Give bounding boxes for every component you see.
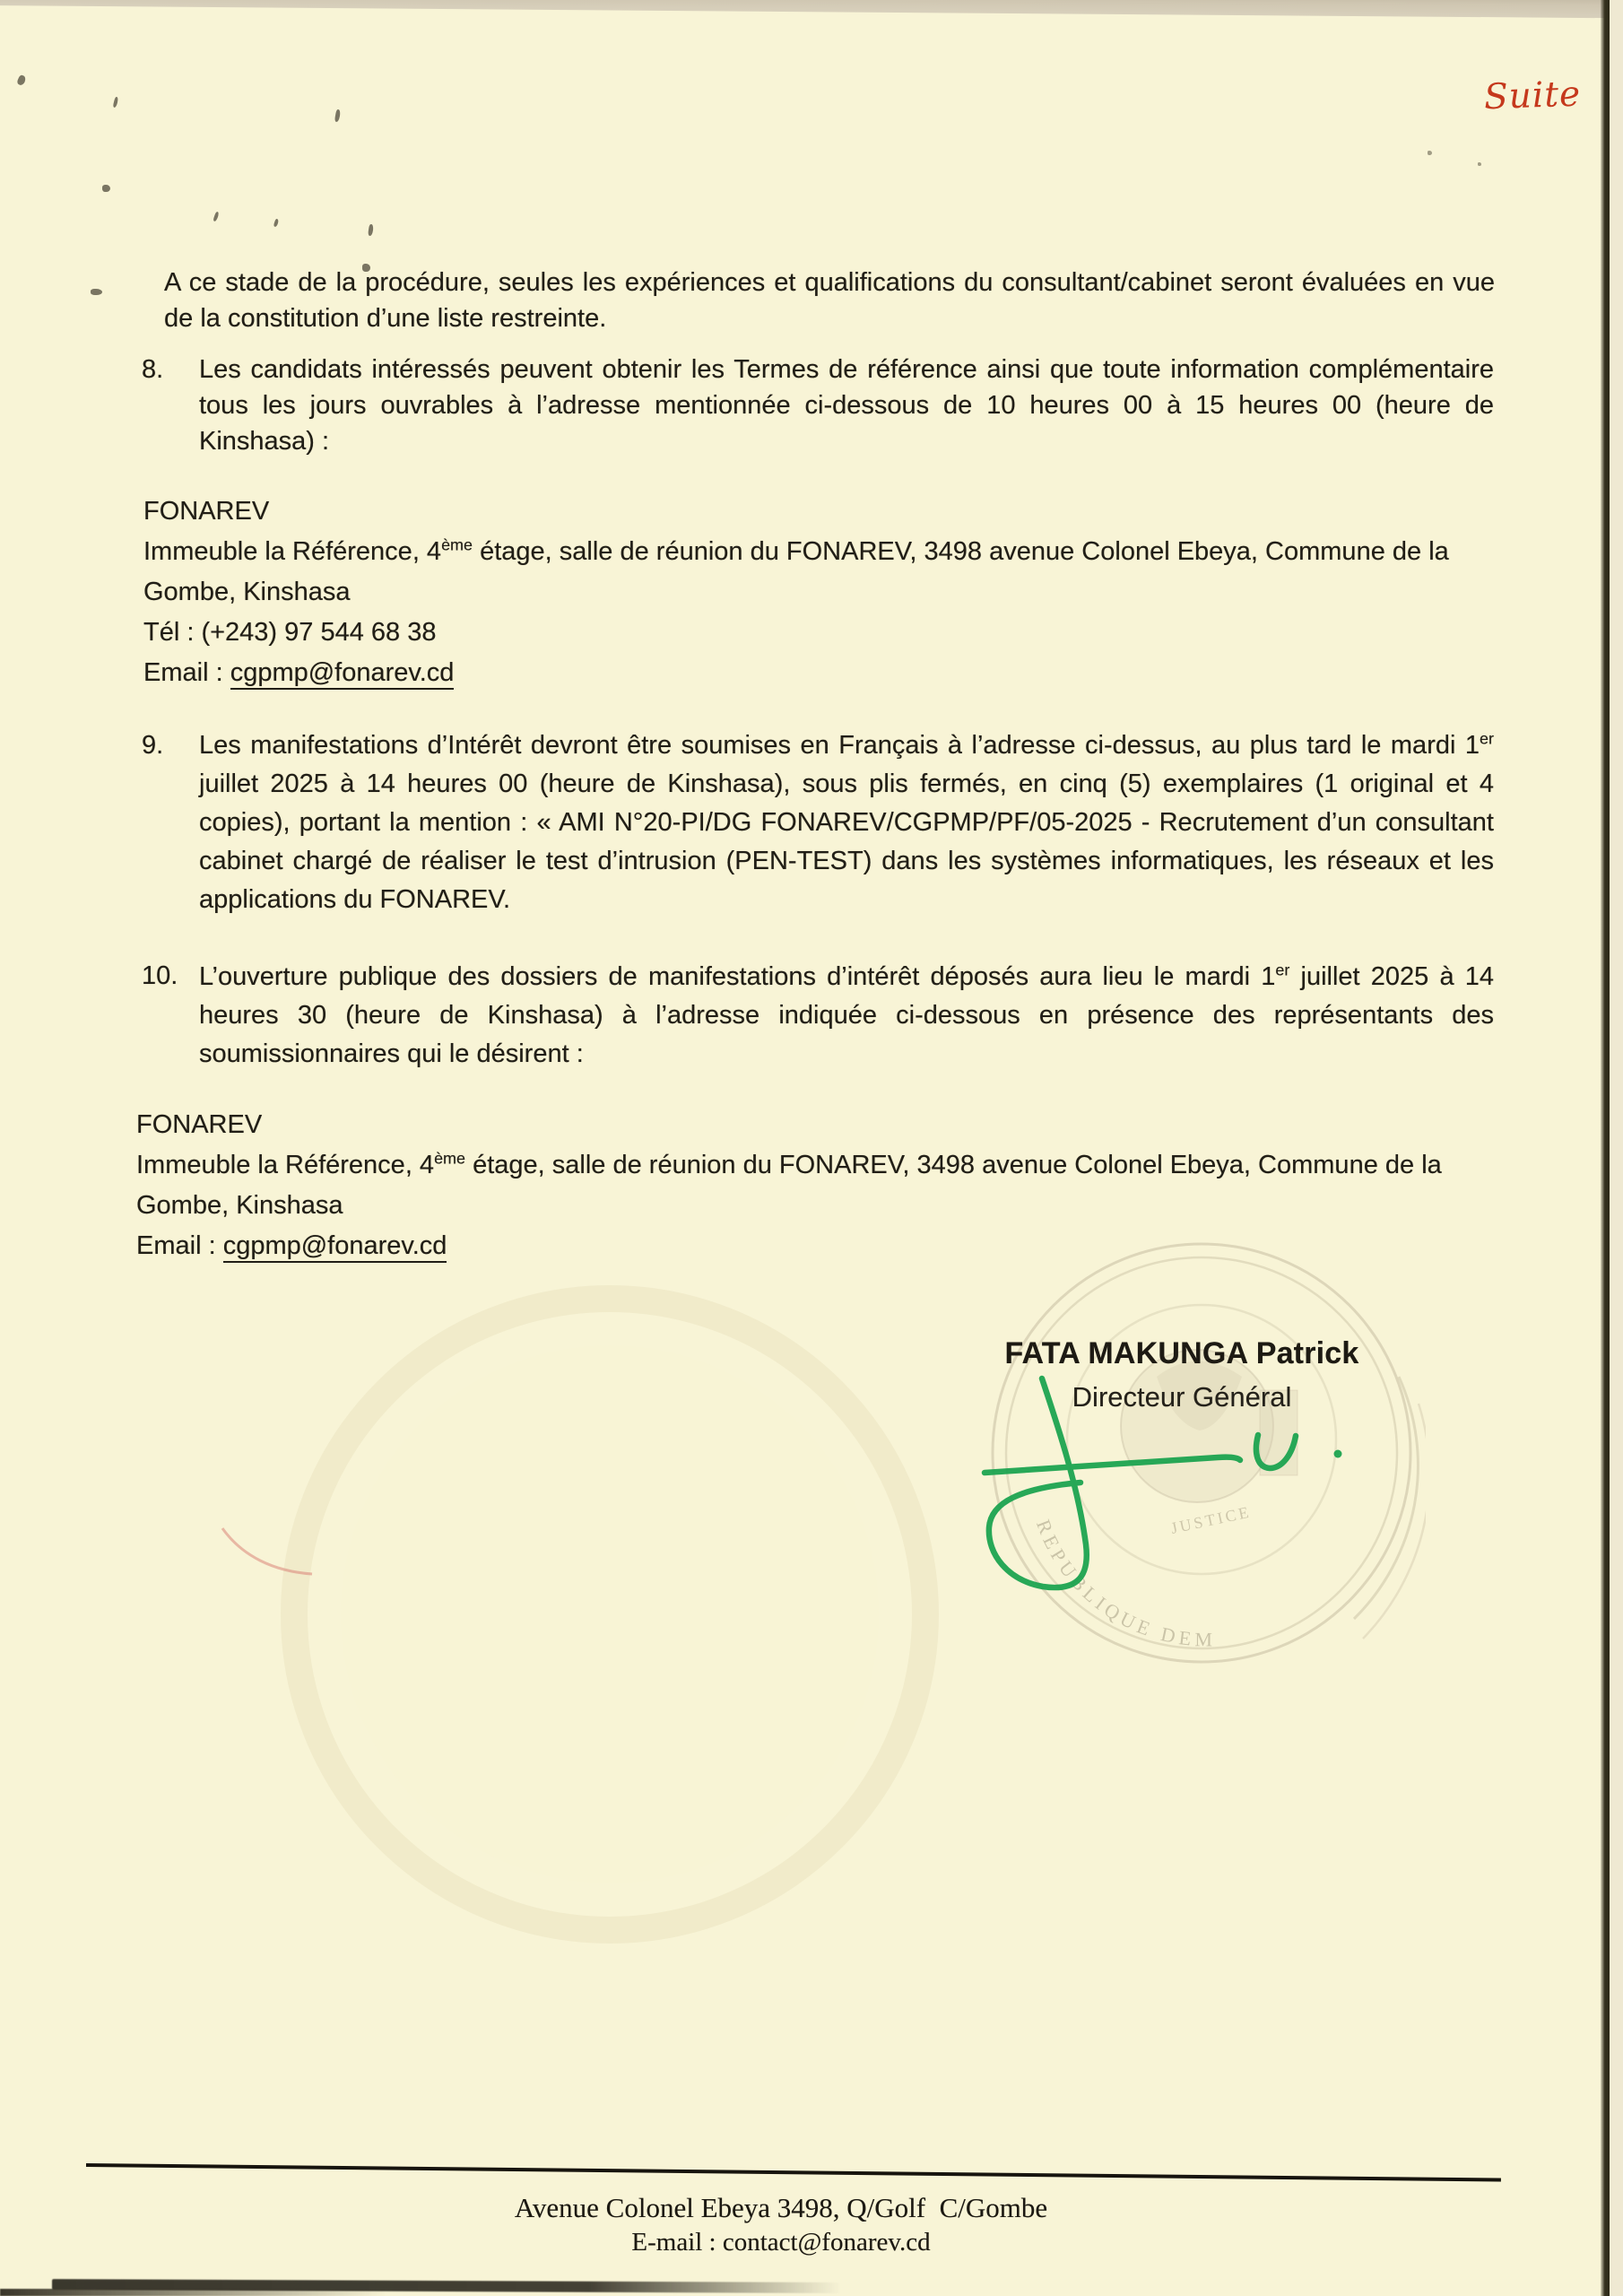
org-phone: Tél : (+243) 97 544 68 38 — [143, 618, 437, 647]
seal-motto-text: JUSTICE — [1168, 1502, 1254, 1537]
page-footer — [85, 2192, 1477, 2257]
scan-right-shadow — [1601, 0, 1610, 2296]
scan-speck — [102, 185, 110, 192]
org-name: FONAREV — [143, 497, 270, 526]
scan-right-strip — [1610, 0, 1623, 2296]
signature-stroke — [933, 1318, 1435, 1623]
signatory-name: FATA MAKUNGA Patrick — [1004, 1336, 1359, 1370]
list-item-8 — [142, 352, 1494, 459]
org-address: Immeuble la Référence, 4ème étage, salle de réunion du FONAREV, 3498 avenue Colonel Ebeya, Commune de la Gombe, Kinshasa — [143, 535, 1449, 606]
scan-speck — [213, 212, 220, 222]
scan-top-edge — [0, 0, 1623, 19]
item-text: Les candidats intéressés peuvent obtenir les Termes de référence ainsi que toute information complémentaire tous les jours ouvrables à l’adresse mentionnée ci-dessous de 10 heures 00 à 15 heures 00 (heure de Kinshasa) : — [199, 355, 1494, 456]
footer-email: E-mail : contact@fonarev.cd — [631, 2228, 931, 2257]
footer-address: Avenue Colonel Ebeya 3498, Q/Golf C/Gombe — [514, 2192, 1048, 2223]
scan-speck — [273, 219, 280, 228]
scan-speck — [16, 74, 27, 86]
item-text: Les manifestations d’Intérêt devront être soumises en Français à l’adresse ci-dessus, au plus tard le mardi 1er juillet 2025 à 14 heures 00 (heure de Kinshasa), sous plis fermés, en cinq (5) exemplaires (1 original et 4 copies), portant la mention : « AMI N°20-PI/DG FONAREV/CGPMP/PF/05-2025 - Recrutement d’un consultant cabinet chargé de réaliser le test d’intrusion (PEN-TEST) dans les systèmes informatiques, les réseaux et les applications du FONAREV. — [199, 729, 1494, 914]
org-name: FONAREV — [136, 1110, 263, 1139]
scan-speck — [368, 224, 374, 237]
intro-paragraph: A ce stade de la procédure, seules les expériences et qualifications du consultant/cabinet seront évaluées en vue de la constitution d’une liste restreinte. — [164, 268, 1495, 333]
scan-speck — [113, 97, 119, 109]
list-item-10 — [142, 958, 1494, 1074]
item-text: L’ouverture publique des dossiers de manifestations d’intérêt déposés aura lieu le mardi 1er juillet 2025 à 14 heures 30 (heure de Kinshasa) à l’adresse indiquée ci-dessous en présence des représentants des soumissionnaires qui le désirent : — [199, 961, 1494, 1068]
seal-ring-text: REPUBLIQUE DEM — [1031, 1516, 1218, 1651]
scan-speck — [1428, 151, 1432, 155]
item-number: 10. — [142, 961, 178, 990]
paper-watermark — [224, 1229, 1013, 2018]
address-block-1 — [143, 491, 1488, 693]
address-block-2 — [136, 1105, 1481, 1266]
scan-mark-pink — [206, 1507, 350, 1605]
org-email: Email : cgpmp@fonarev.cd — [136, 1226, 1481, 1266]
org-email: Email : cgpmp@fonarev.cd — [143, 653, 1488, 693]
scan-speck — [334, 109, 341, 123]
item-number: 8. — [142, 355, 164, 384]
scan-bottom-corner — [0, 2289, 386, 2296]
scan-speck — [1478, 162, 1481, 166]
suite-label: Suite — [1483, 74, 1582, 118]
signatory-title: Directeur Général — [1072, 1381, 1292, 1413]
footer-separator — [86, 2163, 1501, 2182]
item-number: 9. — [142, 731, 164, 760]
scan-speck — [91, 289, 102, 295]
org-address: Immeuble la Référence, 4ème étage, salle de réunion du FONAREV, 3498 avenue Colonel Ebeya, Commune de la Gombe, Kinshasa — [136, 1149, 1442, 1220]
list-item-9 — [142, 726, 1494, 919]
